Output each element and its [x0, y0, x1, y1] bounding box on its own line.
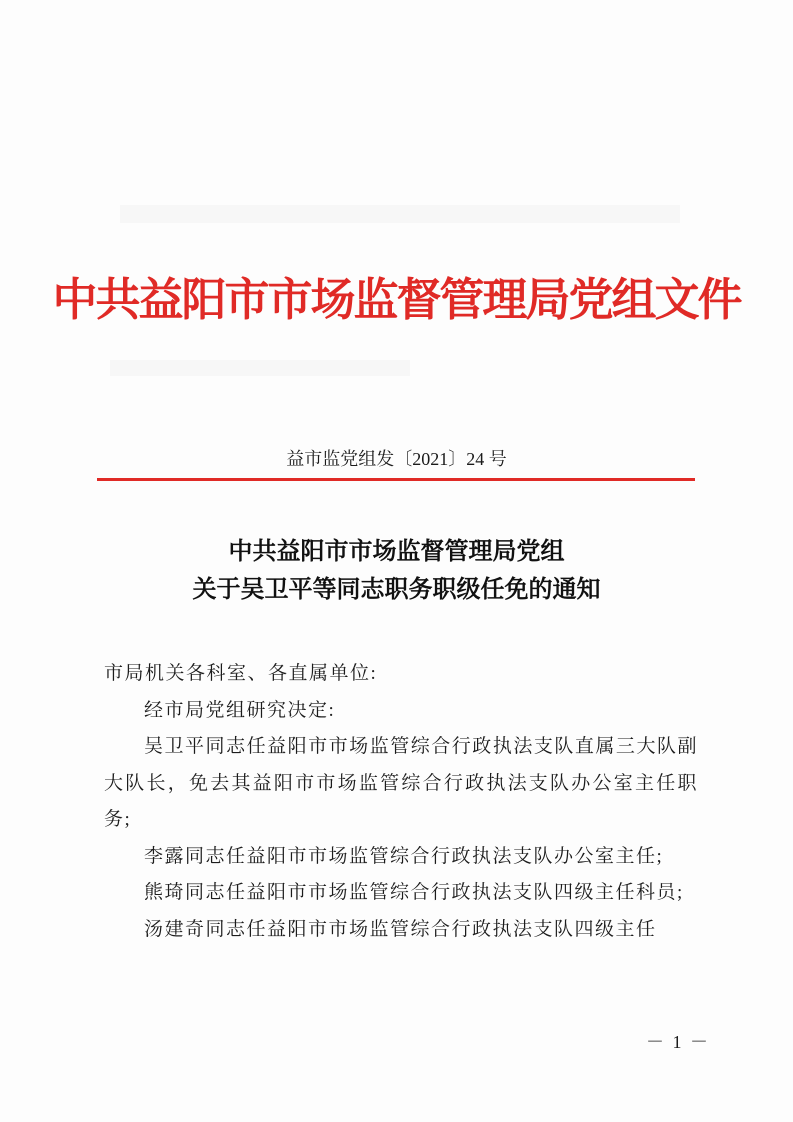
page-number: － 1 － — [646, 1032, 710, 1052]
notice-body — [104, 656, 698, 948]
salutation: 市局机关各科室、各直属单位: — [104, 663, 378, 684]
scan-shadow — [120, 205, 680, 223]
appointment-item-4: 汤建奇同志任益阳市市场监管综合行政执法支队四级主任 — [144, 918, 657, 940]
red-header-title: 中共益阳市市场监督管理局党组文件 — [52, 273, 741, 326]
notice-title-line-2: 关于吴卫平等同志职务职级任免的通知 — [192, 574, 601, 603]
intro-paragraph: 经市局党组研究决定: — [144, 699, 336, 721]
appointment-item-1: 吴卫平同志任益阳市市场监管综合行政执法支队直属三大队副大队长，免去其益阳市市场监管综合行政执法支队办公室主任职务; — [104, 736, 698, 830]
appointment-item-2: 李露同志任益阳市市场监管综合行政执法支队办公室主任; — [144, 845, 664, 867]
notice-title-line-1: 中共益阳市市场监督管理局党组 — [228, 536, 565, 565]
appointment-item-3: 熊琦同志任益阳市市场监管综合行政执法支队四级主任科员; — [144, 882, 684, 903]
document-number: 益市监党组发〔2021〕24 号 — [286, 449, 507, 469]
scan-shadow — [110, 360, 410, 376]
red-divider-line — [97, 478, 695, 481]
notice-title — [0, 532, 793, 608]
